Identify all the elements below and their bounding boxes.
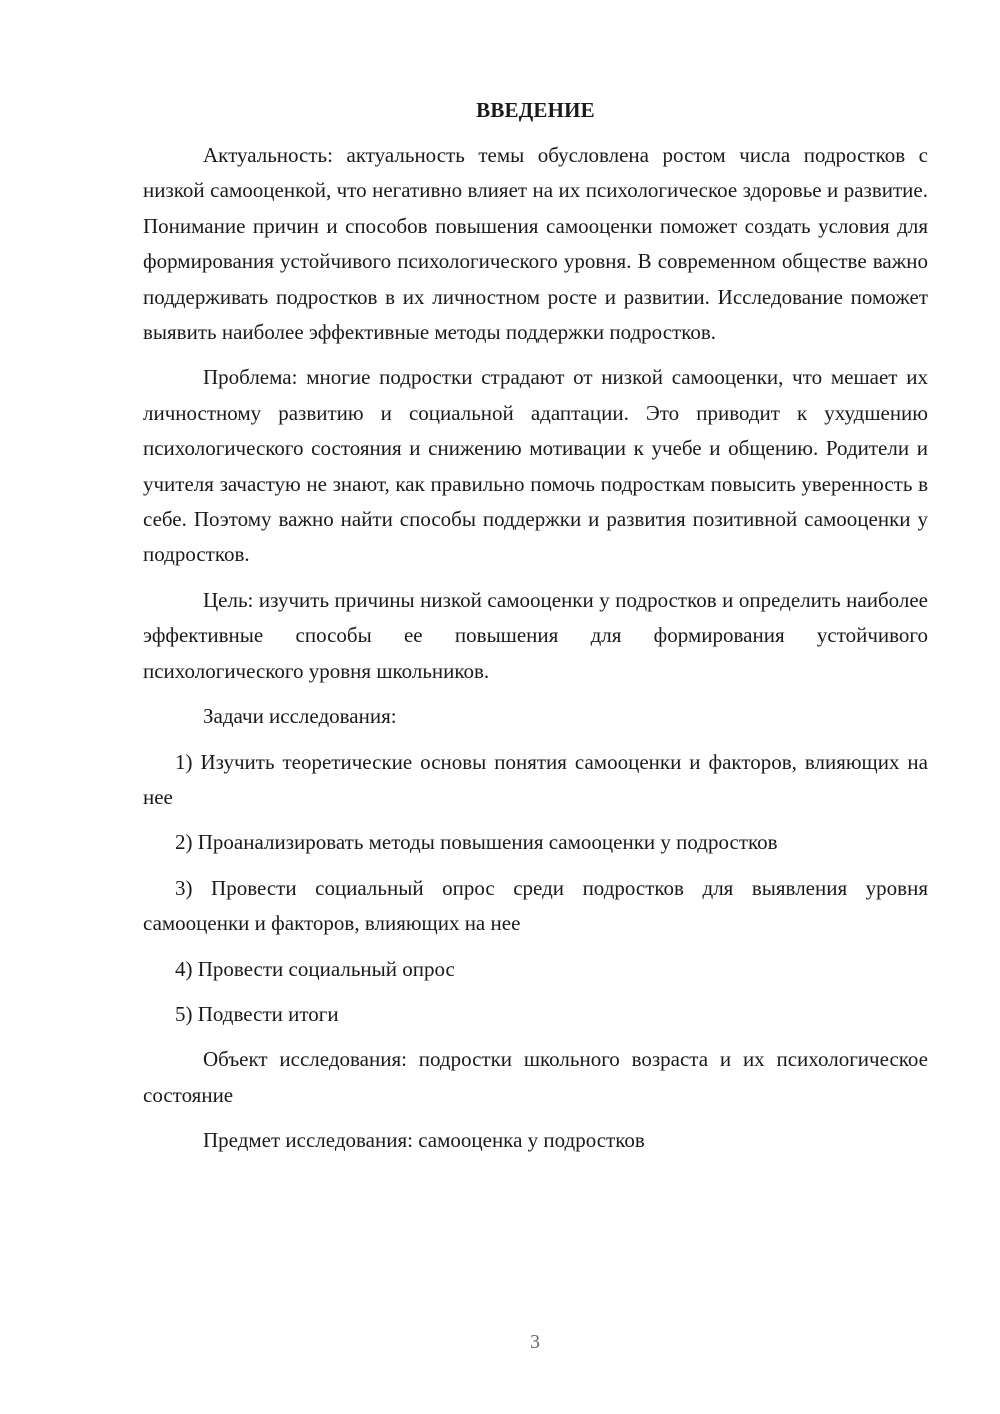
goal-paragraph: Цель: изучить причины низкой самооценки у подростков и определить наиболее эффективные способы ее повышения для формирования устойчивого психологического уровня школьников. — [143, 587, 928, 683]
document-page — [143, 92, 928, 1169]
task-item-2: 2) Проанализировать методы повышения самооценки у подростков — [175, 830, 778, 855]
task-item-5: 5) Подвести итоги — [175, 1001, 339, 1026]
page-title: ВВЕДЕНИЕ — [476, 98, 595, 122]
page-number: 3 — [530, 1331, 540, 1353]
object-paragraph: Объект исследования: подростки школьного возраста и их психологическое состояние — [143, 1047, 928, 1107]
subject-paragraph: Предмет исследования: самооценка у подростков — [203, 1128, 645, 1153]
relevance-paragraph: Актуальность: актуальность темы обусловлена ростом числа подростков с низкой самооценкой, что негативно влияет на их психологическое здоровье и развитие. Понимание причин и способов повышения самооценки поможет создать условия для формирования устойчивого психологического уровня. В современном обществе важно поддерживать подростков в их личностном росте и развитии. Исследование поможет выявить наиболее эффективные методы поддержки подростков. — [143, 143, 928, 345]
problem-paragraph: Проблема: многие подростки страдают от низкой самооценки, что мешает их личностному развитию и социальной адаптации. Это приводит к ухудшению психологического состояния и снижению мотивации к учебе и общению. Родители и учителя зачастую не знают, как правильно помочь подросткам повысить уверенность в себе. Поэтому важно найти способы поддержки и развития позитивной самооценки у подростков. — [143, 365, 928, 567]
task-item-4: 4) Провести социальный опрос — [175, 956, 455, 981]
task-item-3: 3) Провести социальный опрос среди подростков для выявления уровня самооценки и факторов, влияющих на нее — [143, 875, 928, 936]
task-item-1: 1) Изучить теоретические основы понятия самооценки и факторов, влияющих на нее — [143, 749, 928, 809]
tasks-heading: Задачи исследования: — [203, 704, 397, 729]
